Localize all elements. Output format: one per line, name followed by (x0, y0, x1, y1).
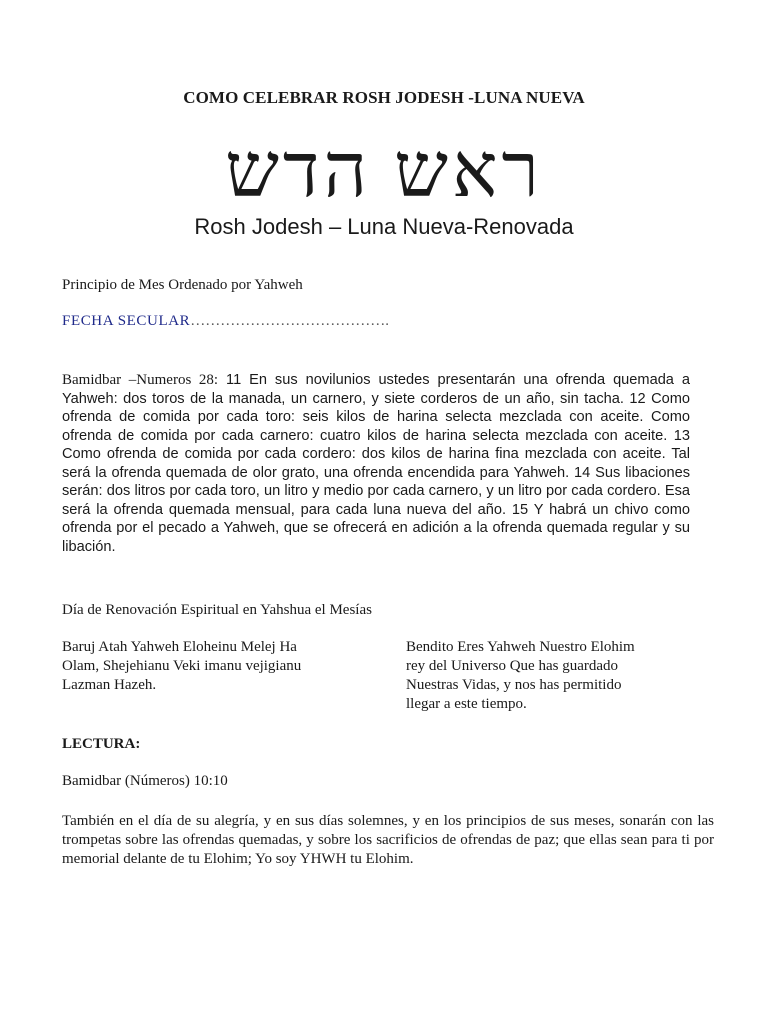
lectura-heading: LECTURA: (62, 736, 141, 752)
fecha-secular-line (62, 313, 389, 330)
blessing-hebrew (62, 638, 362, 695)
blessing-spanish-line: Bendito Eres Yahweh Nuestro Elohim (406, 639, 635, 655)
blessing-hebrew-line: Lazman Hazeh. (62, 677, 157, 693)
bamidbar-paragraph (62, 371, 690, 556)
blessing-spanish-line: Nuestras Vidas, y nos has permitido (406, 677, 622, 693)
blessing-spanish-line: rey del Universo Que has guardado (406, 658, 619, 674)
fecha-secular-blank: …………………………………. (190, 313, 389, 329)
document-subtitle: Rosh Jodesh – Luna Nueva-Renovada (194, 214, 574, 239)
blessing-spanish (406, 638, 706, 714)
bamidbar-reference: Bamidbar –Numeros 28: (62, 372, 219, 388)
lectura-text: También en el día de su alegría, y en sus días solemnes, y en los principios de sus meses, sonarán con las trompetas sobre las ofrendas quemadas, y sobre los sacrificios de ofrendas de paz; que ellas sean para ti por memorial delante de tu Elohim; Yo soy YHWH tu Elohim. (62, 813, 714, 867)
bamidbar-text: 11 En sus novilunios ustedes presentarán una ofrenda quemada a Yahweh: dos toros de la manada, un carnero, y siete corderos de un año, sin tacha. 12 Como ofrenda de comida por cada toro: seis kilos de harina selecta mezclada con aceite. Como ofrenda de comida por cada carnero: cuatro kilos de harina selecta mezclada con aceite. 13 Como ofrenda de comida por cada cordero: dos kilos de harina fina mezclada con aceite. Tal será la ofrenda quemada de olor grato, una ofrenda encendida para Yahweh. 14 Sus libaciones serán: dos litros por cada toro, un litro y medio por cada carnero, y un litro por cada cordero. Esa será la ofrenda quemada mensual, para cada luna nueva del año. 15 Y habrá un chivo como ofrenda por el pecado a Yahweh, que se ofrecerá en adición a la ofrenda quemada regular y su libación. (62, 372, 690, 555)
blessing-hebrew-line: Baruj Atah Yahweh Eloheinu Melej Ha (62, 639, 297, 655)
blessing-spanish-line: llegar a este tiempo. (406, 696, 527, 712)
fecha-secular-label: FECHA SECULAR (62, 313, 191, 329)
principio-line: Principio de Mes Ordenado por Yahweh (62, 277, 303, 293)
dia-renovacion-line: Día de Renovación Espiritual en Yahshua el Mesías (62, 602, 372, 618)
document-title: COMO CELEBRAR ROSH JODESH -LUNA NUEVA (183, 88, 585, 107)
blessing-hebrew-line: Olam, Shejehianu Veki imanu vejigianu (62, 658, 302, 674)
lectura-reference: Bamidbar (Números) 10:10 (62, 773, 228, 789)
hebrew-title: ראש הדש (225, 129, 543, 213)
